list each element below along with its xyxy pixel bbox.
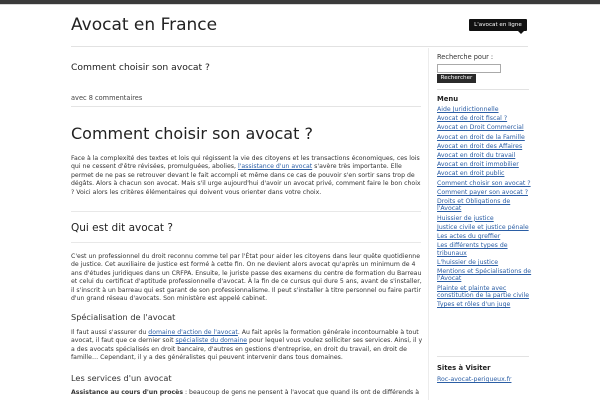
menu-item-link[interactable]: Comment payer son avocat ? xyxy=(437,188,528,196)
paragraph-text: pour lequel vous voulez solliciter ses services. Ainsi, il y a des avocats spécialisés en droit bancaire, d'autres en gestions d'entreprise, en droit du travail, en droit de famille… Cependant, il y a des généralistes qui peuvent intervenir dans tous domaines. xyxy=(71,337,423,362)
menu-item-link[interactable]: Avocat en droit des Affaires xyxy=(437,142,523,150)
menu-item-link[interactable]: Avocat de droit fiscal ? xyxy=(437,115,508,123)
menu-item xyxy=(437,124,533,131)
menu-item-link[interactable]: Huissier de justice xyxy=(437,214,494,222)
menu-item xyxy=(437,198,533,213)
sidebar xyxy=(437,53,537,383)
menu-item-link[interactable]: Les actes du greffier xyxy=(437,233,501,241)
divider xyxy=(437,89,529,90)
menu-item xyxy=(437,301,533,308)
menu-item-link[interactable]: Avocat en droit immobilier xyxy=(437,161,519,169)
header-tag-link[interactable]: L'avocat en ligne xyxy=(469,19,527,31)
header-divider xyxy=(71,46,528,47)
menu-item xyxy=(437,259,533,266)
visit-site-link[interactable]: Roc-avocat-perigueux.fr xyxy=(437,376,512,383)
menu-item xyxy=(437,268,533,283)
menu-item-link[interactable]: Avocat en droit public xyxy=(437,170,505,178)
menu-item xyxy=(437,215,533,222)
domaine-action-link[interactable]: domaine d'action de l'avocat xyxy=(148,329,238,336)
search-label: Recherche pour : xyxy=(437,53,494,61)
services-paragraph xyxy=(71,389,423,397)
divider xyxy=(71,106,421,107)
top-bar xyxy=(0,0,600,5)
menu-item-link[interactable]: Comment choisir son avocat ? xyxy=(437,179,531,187)
intro-paragraph xyxy=(71,155,423,197)
specialisation-paragraph xyxy=(71,329,423,363)
specialiste-domaine-link[interactable]: spécialiste du domaine xyxy=(175,337,248,345)
menu-item xyxy=(437,106,533,113)
menu-item xyxy=(437,180,533,187)
comments-count-link[interactable]: avec 8 commentaires xyxy=(71,94,143,102)
menu-item-link[interactable]: Aide Juridictionnelle xyxy=(437,106,499,113)
menu-item xyxy=(437,161,533,168)
post-title: Comment choisir son avocat ? xyxy=(71,124,313,143)
menu-item xyxy=(437,224,533,231)
subheading-specialisation: Spécialisation de l'avocat xyxy=(71,312,176,322)
menu-item xyxy=(437,242,533,257)
search-input[interactable] xyxy=(437,64,501,73)
menu-item-link[interactable]: Droits et Obligations de l'Avocat xyxy=(437,198,511,213)
paragraph-text: : beaucoup de gens ne pensent à l'avocat que quand ils ont de différends à xyxy=(183,389,420,396)
section-heading-qui: Qui est dit avocat ? xyxy=(71,222,173,234)
divider xyxy=(71,242,421,243)
search-button[interactable]: Rechercher xyxy=(437,74,476,83)
qui-paragraph: C'est un professionnel du droit reconnu comme tel par l'État pour aider les citoyens dans leur quête quotidienne de justice. Cet auxiliaire de justice est formé à cette fin. On ne devient alors avocat qu'après un minimum de 4 ans d'études juridiques dans un CRFPA. Ensuite, le juriste passe des examens du centre de formation du Barreau et celui du certificat d'aptitude professionnelle d'avocat. À la fin de ce cursus qui dure 5 ans, avant de s'installer, il s'inscrit à un barreau qui est garant de son professionnalisme. Il peut s'installer à titre personnel ou faire partir d'un grand réseau d'avocats. Son ministère est appelé cabinet. xyxy=(71,253,422,303)
menu-item-link[interactable]: Les différents types de tribunaux xyxy=(437,242,508,257)
menu-item xyxy=(437,233,533,240)
menu-item xyxy=(437,285,533,300)
menu-item-link[interactable]: Avocat en droit du travail xyxy=(437,152,516,160)
menu-item xyxy=(437,170,533,177)
menu-list xyxy=(437,106,533,310)
menu-item-link[interactable]: Justice civile et justice pénale xyxy=(437,223,529,231)
paragraph-text: s'avère très importante. Elle permet de ne pas se retrouver devant le fait accompli et même dans ce cas de pouvoir s'en sortir sans trop de dégâts. Alors à chacun son avocat. Mais s'il urge aujourd'hui d'avoir un avocat privé, comment faire le bon choix ? Voici alors les critères élémentaires qui doivent vous orienter dans votre choix. xyxy=(71,163,421,196)
menu-item xyxy=(437,152,533,159)
menu-item-link[interactable]: Avocat en Droit Commercial xyxy=(437,124,524,132)
paragraph-text: Face à la complexité des textes et lois qui régissent la vie des citoyens et les transactions économiques, ces lois qui ne cessent d'être révisées, promulguées, abolies, xyxy=(71,155,420,171)
menu-item-link[interactable]: Avocat en droit de la Famille xyxy=(437,133,525,141)
assistance-avocat-link[interactable]: l'assistance d'un avocat xyxy=(237,163,313,171)
site-title[interactable]: Avocat en France xyxy=(71,15,218,35)
main-content xyxy=(71,62,423,396)
subheading-services: Les services d'un avocat xyxy=(71,373,172,383)
divider xyxy=(437,356,529,357)
menu-item xyxy=(437,134,533,141)
menu-item xyxy=(437,189,533,196)
menu-item-link[interactable]: L'huissier de justice xyxy=(437,258,499,266)
menu-item-link[interactable]: Types et rôles d'un juge xyxy=(437,301,511,309)
visit-heading: Sites à Visiter xyxy=(437,364,491,372)
archive-title: Comment choisir son avocat ? xyxy=(71,62,210,73)
menu-item xyxy=(437,143,533,150)
menu-item xyxy=(437,115,533,122)
menu-item-link[interactable]: Mentions et Spécialisations de l'Avocat xyxy=(437,268,532,283)
menu-heading: Menu xyxy=(437,95,459,103)
content-sidebar-divider xyxy=(428,48,429,400)
paragraph-text: Il faut aussi s'assurer du xyxy=(71,329,149,336)
divider xyxy=(71,211,421,212)
menu-item-link[interactable]: Plainte et plainte avec constitution de la partie civile xyxy=(437,284,530,300)
services-bold-label: Assistance au cours d'un procès xyxy=(71,389,184,396)
paragraph-text: . Au fait après la formation générale incontournable à tout avocat, il faut que ce dernier soit xyxy=(71,329,419,345)
